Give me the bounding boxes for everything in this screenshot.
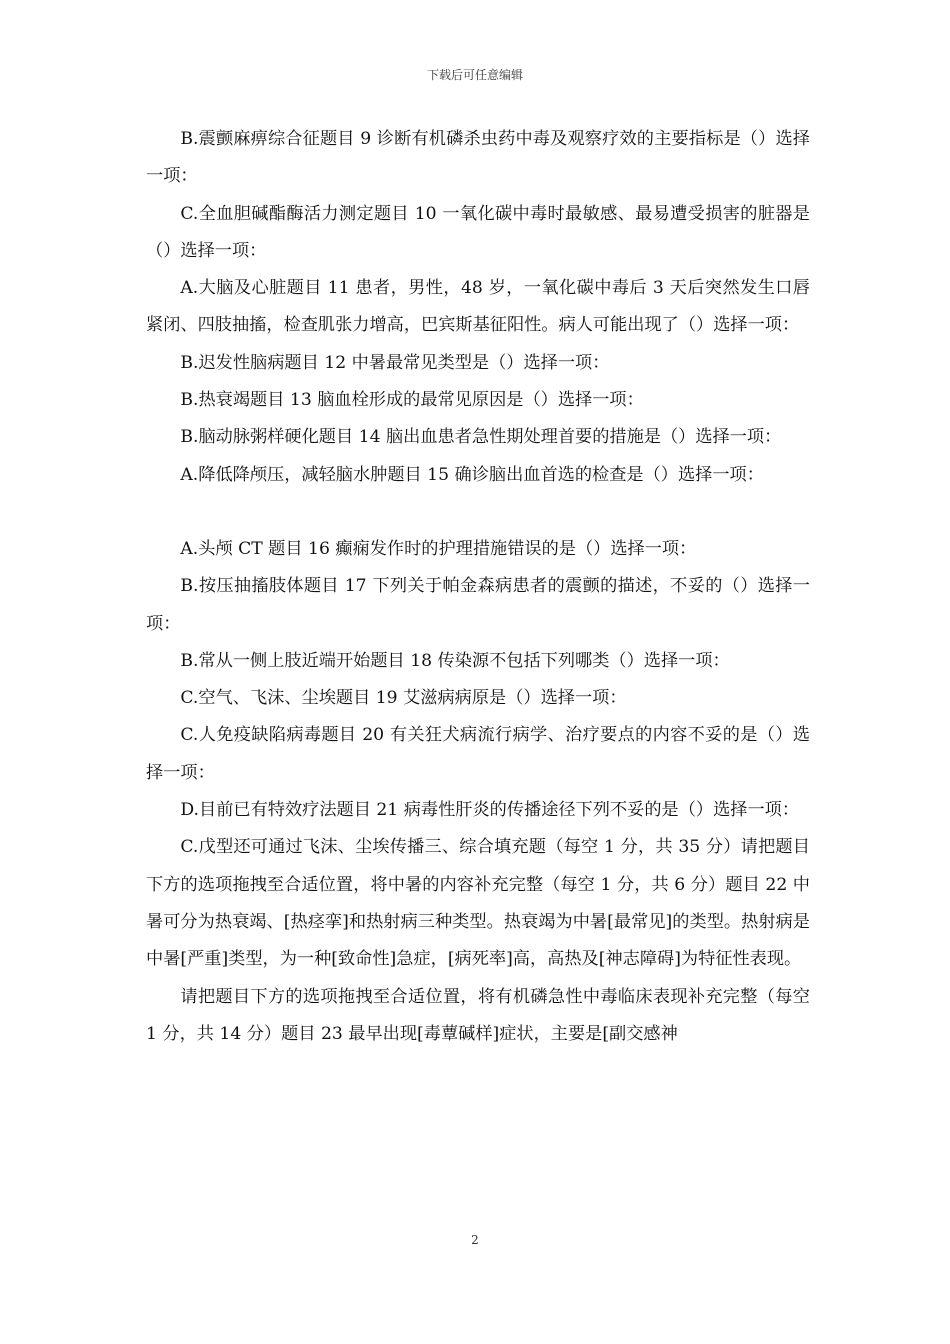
- paragraph: C.空气、飞沫、尘埃题目 19 艾滋病病原是（）选择一项：: [180, 688, 627, 709]
- paragraph: B.脑动脉粥样硬化题目 14 脑出血患者急性期处理首要的措施是（）选择一项：: [180, 427, 782, 448]
- paragraph: C.戊型还可通过飞沫、尘埃传播三、综合填充题（每空 1 分，共 35 分）请把题目下方的选项拖拽至合适位置，将中暑的内容补充完整（每空 1 分，共 6 分）题目 22 中暑可分为热衰竭、[热痉挛]和热射病三种类型。热衰竭为中暑[最常见]的类型。热射病是中暑[严重]类型，为一种[致命性]急症，[病死率]高，高热及[神志障碍]为特征性表现。: [146, 837, 810, 970]
- document-body: [146, 121, 810, 1053]
- page-number: 2: [471, 1233, 479, 1247]
- paragraph: B.热衰竭题目 13 脑血栓形成的最常见原因是（）选择一项：: [180, 390, 644, 411]
- paragraph: A.头颅 CT 题目 16 癫痫发作时的护理措施错误的是（）选择一项：: [180, 538, 697, 559]
- paragraph: B.震颤麻痹综合征题目 9 诊断有机磷杀虫药中毒及观察疗效的主要指标是（）选择一项：: [146, 129, 810, 187]
- page-header: 下载后可任意编辑: [426, 68, 523, 82]
- paragraph: C.全血胆碱酯酶活力测定题目 10 一氧化碳中毒时最敏感、最易遭受损害的脏器是（）选择一项：: [146, 203, 810, 261]
- paragraph: A.大脑及心脏题目 11 患者，男性，48 岁，一氧化碳中毒后 3 天后突然发生口唇紧闭、四肢抽搐，检查肌张力增高，巴宾斯基征阳性。病人可能出现了（）选择一项：: [146, 278, 810, 336]
- paragraph: B.按压抽搐肢体题目 17 下列关于帕金森病患者的震颤的描述，不妥的（）选择一项：: [146, 576, 810, 634]
- paragraph: B.常从一侧上肢近端开始题目 18 传染源不包括下列哪类（）选择一项：: [180, 650, 730, 671]
- paragraph: D.目前已有特效疗法题目 21 病毒性肝炎的传播途径下列不妥的是（）选择一项：: [180, 800, 800, 821]
- paragraph: 请把题目下方的选项拖拽至合适位置，将有机磷急性中毒临床表现补充完整（每空 1 分，共 14 分）题目 23 最早出现[毒蕈碱样]症状，主要是[副交感神: [146, 986, 810, 1044]
- paragraph: A.降低降颅压，减轻脑水肿题目 15 确诊脑出血首选的检查是（）选择一项：: [180, 464, 764, 485]
- paragraph: C.人免疫缺陷病毒题目 20 有关狂犬病流行病学、治疗要点的内容不妥的是（）选择一项：: [146, 725, 810, 783]
- paragraph: B.迟发性脑病题目 12 中暑最常见类型是（）选择一项：: [180, 352, 610, 373]
